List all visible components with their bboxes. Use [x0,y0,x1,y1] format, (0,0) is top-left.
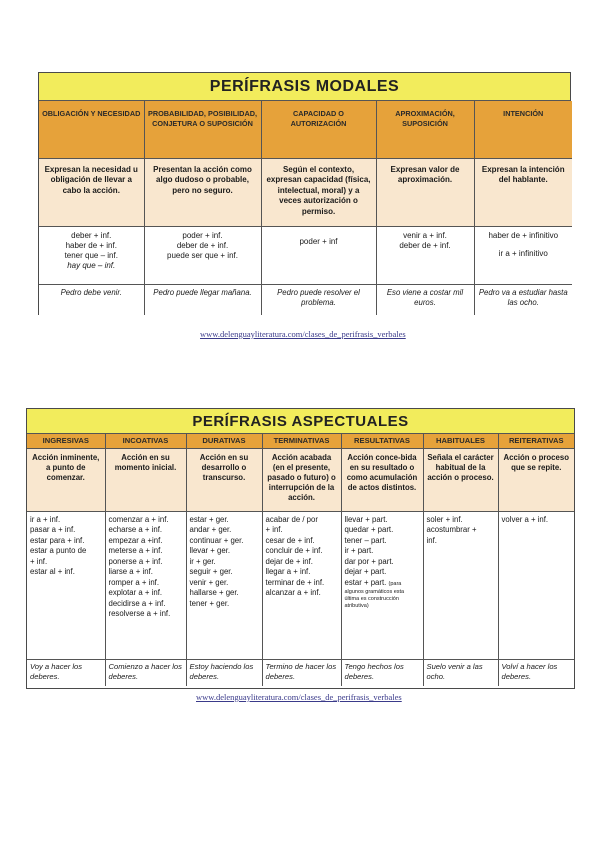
aspectuales-forms-durativas [186,511,262,659]
modales-ex-probabilidad: Pedro puede llegar mañana. [144,284,261,315]
aspectuales-ex-incoativas: Comienzo a hacer los deberes. [105,659,186,686]
aspectuales-forms-resultativas [341,511,423,659]
form-item: hallarse + ger. [189,588,239,597]
form-item: venir + ger. [189,577,229,587]
form-item: dar por + part. [344,556,394,566]
form-item: haber de + inf. [65,240,117,250]
modales-forms-probabilidad [144,226,261,284]
aspectuales-grid [27,434,574,686]
form-item: quedar + part. [344,525,394,534]
modales-description-row [39,158,572,226]
form-item: poder + inf. [182,230,223,240]
aspectuales-forms-reiterativas [498,511,574,659]
aspectuales-ex-ingresivas: Voy a hacer los deberes. [27,659,105,686]
modales-forms-row [39,226,572,284]
modales-ex-aproximacion: Eso viene a costar mil euros. [376,284,474,315]
aspectuales-table [26,408,575,689]
modales-ex-intencion: Pedro va a estudiar hasta las ocho. [474,284,572,315]
form-item: volver a + inf. [501,514,549,524]
aspectuales-description-row [27,448,574,511]
form-item: estar para + inf. [30,535,85,545]
aspectuales-desc-ingresivas: Acción inminente, a punto de comenzar. [27,448,105,511]
form-item: ir a + infinitivo [498,248,548,258]
form-item: dejar + part. [344,567,387,576]
form-item: comenzar a + inf. [108,514,169,524]
aspectuales-example-row [27,659,574,686]
aspectuales-ex-terminativas: Termino de hacer los deberes. [262,659,341,686]
form-item: concluir de + inf. [265,546,323,555]
form-item: tener que – inf. [64,250,118,260]
source-link[interactable]: www.delenguayliteratura.com/clases_de_perifrasis_verbales [196,692,402,702]
form-item: meterse a + inf. [108,546,163,555]
aspectuales-ex-durativas: Estoy haciendo los deberes. [186,659,262,686]
form-item: estar + ger. [189,514,229,524]
form-item: inf. [426,535,437,545]
modales-header-intencion: INTENCIÓN [474,101,572,158]
modales-ex-obligacion: Pedro debe venir. [39,284,144,315]
form-item: continuar + ger. [189,535,244,545]
form-item: echarse a + inf. [108,525,163,534]
modales-desc-aproximacion: Expresan valor de aproximación. [376,158,474,226]
form-item: seguir + ger. [189,567,233,576]
aspectuales-header-resultativas: RESULTATIVAS [341,434,423,448]
form-item: haber de + infinitivo [488,230,559,240]
modales-forms-capacidad [261,226,376,284]
aspectuales-desc-resultativas: Acción conce-bida en su resultado o como acumulación de actos distintos. [341,448,423,511]
aspectuales-header-habituales: HABITUALES [423,434,498,448]
form-item: tener + ger. [189,598,230,608]
form-item: resolverse a + inf. [108,609,171,618]
form-item: ir + ger. [189,556,216,566]
aspectuales-desc-habituales: Señala el carácter habitual de la acción o proceso. [423,448,498,511]
form-item: liarse a + inf. [108,567,153,576]
aspectuales-header-row [27,434,574,448]
modales-grid [39,101,572,315]
form-item: cesar de + inf. [265,535,315,545]
modales-header-row [39,101,572,158]
form-item: hay que – inf. [67,260,116,270]
form-item: acostumbrar + [426,525,477,534]
form-item [345,578,420,590]
aspectuales-desc-durativas: Acción en su desarrollo o transcurso. [186,448,262,511]
form-item: ir a + inf. [30,514,61,524]
modales-desc-obligacion: Expresan la necesidad u obligación de llevar a cabo la acción. [39,158,144,226]
aspectuales-desc-terminativas: Acción acabada (en el presente, pasado o futuro) o interrupción de la acción. [262,448,341,511]
form-item: + inf. [265,525,283,534]
form-item: deber + inf. [71,230,112,240]
form-item: llevar + ger. [189,546,231,555]
modales-table [38,72,571,315]
form-item: + inf. [30,556,48,566]
aspectuales-desc-reiterativas: Acción o proceso que se repite. [498,448,574,511]
source-link[interactable]: www.delenguayliteratura.com/clases_de_perifrasis_verbales [200,329,406,339]
modales-header-probabilidad: PROBABILIDAD, POSIBILIDAD, CONJETURA O SUPOSICIÓN [144,101,261,158]
aspectuales-title: PERÍFRASIS ASPECTUALES [27,409,574,434]
modales-header-obligacion: OBLIGACIÓN Y NECESIDAD [39,101,144,158]
form-item: llevar + part. [344,514,388,524]
modales-desc-intencion: Expresan la intención del hablante. [474,158,572,226]
form-item: decidirse a + inf. [108,598,166,608]
form-item: pasar a + inf. [30,525,76,534]
form-item: ir + part. [344,546,374,555]
form-item: explotar a + inf. [108,588,163,597]
form-item: ponerse a + inf. [108,556,163,566]
form-item: poder + inf [299,236,338,246]
aspectuales-forms-incoativas [105,511,186,659]
form-item: terminar de + inf. [265,577,325,587]
aspectuales-forms-habituales [423,511,498,659]
form-item: deber de + inf. [399,240,451,250]
aspectuales-header-reiterativas: REITERATIVAS [498,434,574,448]
modales-forms-intencion [474,226,572,284]
form-item: llegar a + inf. [265,567,311,576]
aspectuales-desc-incoativas: Acción en su momento inicial. [105,448,186,511]
form-item: venir a + inf. [403,230,447,240]
modales-example-row [39,284,572,315]
form-item: alcanzar a + inf. [265,588,321,597]
form-note-inline: (para [388,580,402,587]
form-item: andar + ger. [189,525,232,534]
modales-desc-probabilidad: Presentan la acción como algo dudoso o probable, pero no seguro. [144,158,261,226]
form-item: dejar de + inf. [265,556,313,566]
aspectuales-header-terminativas: TERMINATIVAS [262,434,341,448]
form-item-text: estar + part. [344,577,387,587]
modales-desc-capacidad: Según el contexto, expresan capacidad (física, intelectual, moral) y a veces autorización o permiso. [261,158,376,226]
form-item: estar a punto de [30,546,87,555]
aspectuales-forms-row [27,511,574,659]
aspectuales-header-ingresivas: INGRESIVAS [27,434,105,448]
aspectuales-forms-terminativas [262,511,341,659]
form-item: deber de + inf. [176,240,229,250]
form-item: empezar a +inf. [108,535,163,545]
form-item: estar al + inf. [30,567,75,576]
aspectuales-header-durativas: DURATIVAS [186,434,262,448]
modales-forms-obligacion [39,226,144,284]
form-item: romper a + inf. [108,577,159,587]
form-note: algunos gramáticos esta última es construcción atributiva) [344,589,405,609]
form-item: acabar de / por [265,514,318,524]
modales-forms-aproximacion [376,226,474,284]
modales-ex-capacidad: Pedro puede resolver el problema. [261,284,376,315]
aspectuales-forms-ingresivas [27,511,105,659]
aspectuales-ex-habituales: Suelo venir a las ocho. [423,659,498,686]
aspectuales-header-incoativas: INCOATIVAS [105,434,186,448]
aspectuales-ex-reiterativas: Volví a hacer los deberes. [498,659,574,686]
modales-header-capacidad: CAPACIDAD O AUTORIZACIÓN [261,101,376,158]
modales-header-aproximacion: APROXIMACIÓN, SUPOSICIÓN [376,101,474,158]
form-item: soler + inf. [426,514,463,524]
form-item: puede ser que + inf. [167,250,238,260]
form-item: tener – part. [344,535,387,545]
modales-title: PERÍFRASIS MODALES [39,73,570,101]
aspectuales-ex-resultativas: Tengo hechos los deberes. [341,659,423,686]
